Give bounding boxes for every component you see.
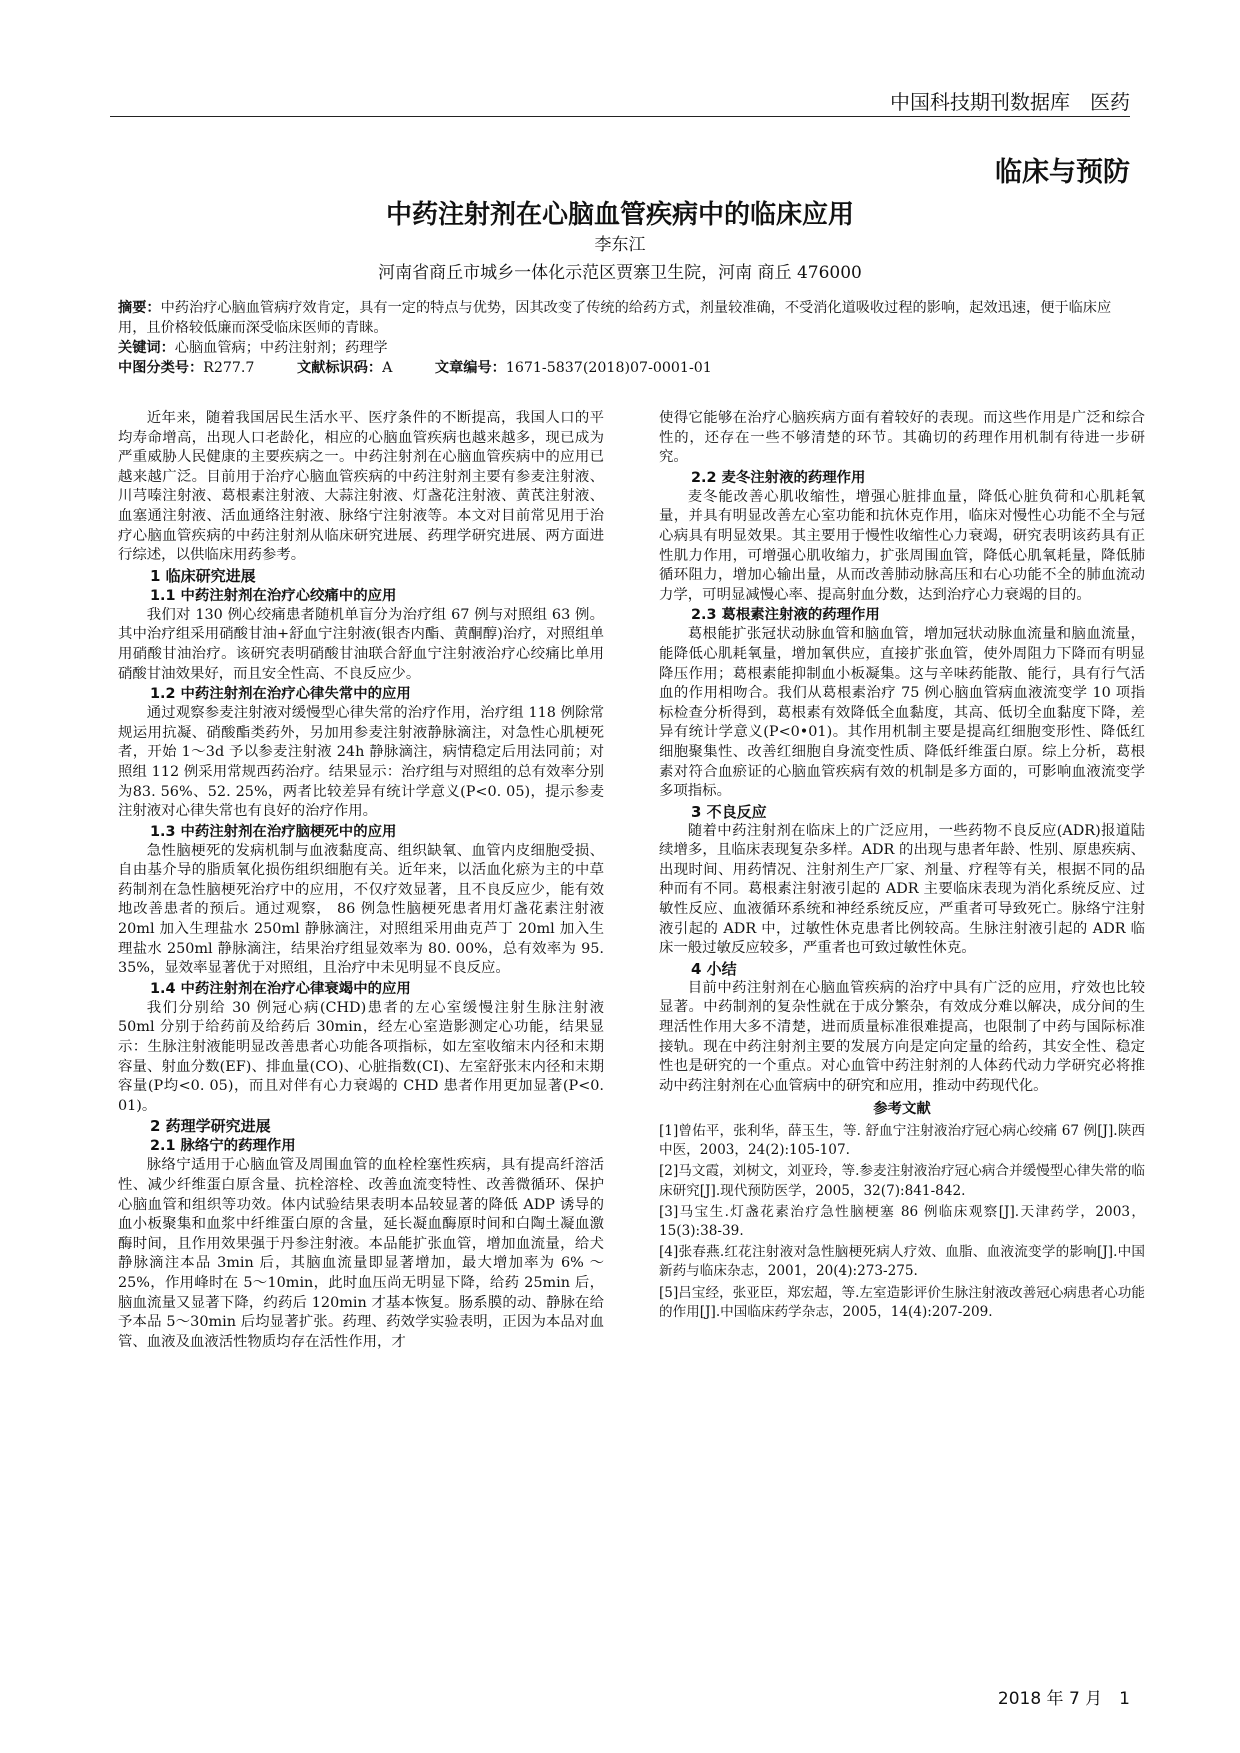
paragraph: 通过观察参麦注射液对缓慢型心律失常的治疗作用，治疗组 118 例除常规运用抗凝、硝酸酯类药外，另加用参麦注射液静脉滴注，对急性心肌梗死者，开始 1～3d 予以参麦注射液 24h 静脉滴注，病情稳定后用法同前；对照组 112 例采用常规西药治疗。结果显示：治疗组与对照组的总有效率分别为83. 56%、52. 25%，两者比较差异有统计学意义(P<0. 05)，提示参麦注射液对心律失常也有良好的治疗作用。 — [118, 705, 604, 820]
reference-item: [5]吕宝经，张亚臣，郑宏超，等.左室造影评价生脉注射液改善冠心病患者心功能的作用[J].中国临床药学杂志，2005，14(4):207-209. — [659, 1284, 1145, 1320]
abstract — [118, 298, 1122, 338]
section-heading: 1.1 中药注射剂在治疗心绞痛中的应用 — [150, 587, 397, 604]
doc-code-label: 文献标识码： — [296, 360, 383, 376]
keywords-text: 心脑血管病；中药注射剂；药理学 — [174, 340, 388, 356]
abstract-text: 中药治疗心脑血管病疗效肯定，具有一定的特点与优势，因其改变了传统的给药方式，剂量较准确，不受消化道吸收过程的影响，起效迅速，便于临床应用，且价格较低廉而深受临床医师的青睐。 — [118, 300, 1112, 336]
journal-header — [110, 86, 1130, 117]
section-heading: 2 药理学研究进展 — [150, 1117, 271, 1136]
references-list — [659, 1122, 1145, 1322]
references-title: 参考文献 — [873, 1101, 931, 1118]
section-heading: 2.1 脉络宁的药理作用 — [150, 1138, 296, 1155]
section-heading: 4 小结 — [691, 959, 737, 978]
keywords — [118, 338, 1122, 358]
paragraph: 葛根能扩张冠状动脉血管和脑血管，增加冠状动脉血流量和脑血流量，能降低心肌耗氧量，增加氧供应，直接扩张血管，使外周阻力下降而有明显降压作用；葛根素能抑制血小板凝集。这与辛味药能散、能行，具有行气活血的作用相吻合。我们从葛根素治疗 75 例心脑血管病血液流变学 10 项指标检查分析得到，葛根素有效降低全血黏度，其高、低切全血黏度下降，差异有统计学意义(P<0•01)。其作用机制主要是提高红细胞变形性、降低红细胞聚集性、改善红细胞自身流变性质、降低纤维蛋白原。综上分析，葛根素对符合血瘀证的心脑血管疾病有效的机制是多方面的，可影响血液流变学多项指标。 — [659, 626, 1145, 800]
reference-item: [3]马宝生.灯盏花素治疗急性脑梗塞 86 例临床观察[J].天津药学，2003，15(3):38-39. — [659, 1203, 1145, 1240]
paragraph: 脉络宁适用于心脑血管及周围血管的血栓栓塞性疾病，具有提高纤溶活性、减少纤维蛋白原含量、抗栓溶栓、改善血流变特性、改善微循环、保护心脑血管和组织等功效。体内试验结果表明本品较显著的降低 ADP 诱导的血小板聚集和血浆中纤维蛋白原的含量，延长凝血酶原时间和白陶土凝血激酶时间，且作用效果强于丹参注射液。本品能扩张血管，增加血流量，给犬静脉滴注本品 3min 后，其脑血流量即显著增加，最大增加率为 6% ～25%，作用峰时在 5～10min，此时血压尚无明显下降，给药 25min 后，脑血流量又显著下降，约药后 120min 才基本恢复。肠系膜的动、静脉在给予本品 5～30min 后均显著扩张。药理、药效学实验表明，正因为本品对血管、血液及血液活性物质均存在活性作用，才 — [118, 1157, 604, 1350]
reference-item: [2]马文霞，刘树文，刘亚玲，等.参麦注射液治疗冠心病合并缓慢型心律失常的临床研究[J].现代预防医学，2005，32(7):841-842. — [659, 1163, 1145, 1199]
journal-header-text: 中国科技期刊数据库 医药 — [890, 90, 1130, 114]
paragraph: 目前中药注射剂在心脑血管疾病的治疗中具有广泛的应用，疗效也比较显著。中药制剂的复杂性就在于成分繁杂，有效成分难以解决，成分间的生理活性作用大多不清楚，进而质量标准很难提高，也限制了中药与国际标准接轨。现在中药注射剂主要的发展方向是定向定量的给药，其安全性、稳定性也是研究的一个重点。对心血管中药注射剂的人体药代动力学研究必将推动中药注射剂在心血管病中的研究和应用，推动中药现代化。 — [659, 979, 1145, 1094]
section-heading: 3 不良反应 — [691, 802, 767, 821]
keywords-label: 关键词： — [118, 340, 175, 356]
paragraph: 使得它能够在治疗心脑疾病方面有着较好的表现。而这些作用是广泛和综合性的，还存在一些不够清楚的环节。其确切的药理作用机制有待进一步研究。 — [659, 410, 1145, 466]
section-label: 临床与预防 — [995, 157, 1130, 188]
affiliation: 河南省商丘市城乡一体化示范区贾寨卫生院，河南 商丘 476000 — [378, 263, 862, 283]
clc-label: 中图分类号： — [118, 360, 204, 376]
article-id-value: 1671-5837(2018)07-0001-01 — [505, 360, 712, 376]
section-heading: 1.4 中药注射剂在治疗心律衰竭中的应用 — [150, 980, 411, 997]
reference-item: [1]曾佑平，张利华，薛玉生，等. 舒血宁注射液治疗冠心病心绞痛 67 例[J].陕西中医，2003，24(2):105-107. — [659, 1123, 1145, 1159]
paragraph: 近年来，随着我国居民生活水平、医疗条件的不断提高，我国人口的平均寿命增高，出现人口老龄化，相应的心脑血管疾病也越来越多，现已成为严重威胁人民健康的主要疾病之一。中药注射剂在心脑血管疾病中的应用已越来越广泛。目前用于治疗心脑血管疾病的中药注射剂主要有参麦注射液、川芎嗪注射液、葛根素注射液、大蒜注射液、灯盏花注射液、黄芪注射液、血塞通注射液、活血通络注射液、脉络宁注射液等。本文对目前常见用于治疗心脑血管疾病的中药注射剂从临床研究进展、药理学研究进展、两方面进行综述，以供临床用药参考。 — [118, 410, 604, 564]
section-heading: 1.2 中药注射剂在治疗心律失常中的应用 — [150, 686, 411, 703]
right-column-body — [659, 409, 1145, 1096]
left-column — [118, 409, 604, 1352]
paper-meta — [118, 298, 1122, 378]
classification-line — [118, 358, 1122, 378]
paragraph: 麦冬能改善心肌收缩性，增强心脏排血量，降低心脏负荷和心肌耗氧量，并具有明显改善左心室功能和抗休克作用，临床对慢性心功能不全与冠心病具有明显效果。其主要用于慢性收缩性心力衰竭，研究表明该药具有正性肌力作用，可增强心肌收缩力，扩张周围血管，降低心肌氧耗量，降低肺循环阻力，增加心输出量，从而改善肺动脉高压和右心功能不全的肺血流动力学，可明显减慢心率、提高射血分数，达到治疗心力衰竭的目的。 — [659, 488, 1145, 603]
paragraph: 我们分别给 30 例冠心病(CHD)患者的左心室缓慢注射生脉注射液 50ml 分别于给药前及给药后 30min，经左心室造影测定心功能，结果显示：生脉注射液能明显改善患者心功能各项指标，如左室收缩末内径和末期容量、射血分数(EF)、排血量(CO)、心脏指数(CI)、左室舒张末内径和末期容量(P均<0. 05)，而且对伴有心力衰竭的 CHD 患者作用更加显著(P<0. 01)。 — [118, 999, 604, 1114]
reference-item: [4]张春燕.红花注射液对急性脑梗死病人疗效、血脂、血液流变学的影响[J].中国新药与临床杂志，2001，20(4):273-275. — [659, 1244, 1145, 1280]
article-id-label: 文章编号： — [434, 360, 506, 376]
abstract-label: 摘要： — [118, 300, 161, 316]
paragraph: 我们对 130 例心绞痛患者随机单盲分为治疗组 67 例与对照组 63 例。其中治疗组采用硝酸甘油+舒血宁注射液(银杏内酯、黄酮醇)治疗，对照组单用硝酸甘油治疗。该研究表明硝酸甘油联合舒血宁注射液治疗心绞痛比单用硝酸甘油效果好，而且安全性高、不良反应少。 — [118, 606, 604, 682]
paper-title: 中药注射剂在心脑血管疾病中的临床应用 — [385, 200, 854, 230]
section-heading: 2.3 葛根素注射液的药理作用 — [691, 607, 880, 624]
page-footer: 2018 年 7 月 1 — [997, 1689, 1130, 1709]
paragraph: 随着中药注射剂在临床上的广泛应用，一些药物不良反应(ADR)报道陆续增多，且临床表现复杂多样。ADR 的出现与患者年龄、性别、原患疾病、出现时间、用药情况、注射剂生产厂家、剂量、疗程等有关，根据不同的品种而有不同。葛根素注射液引起的 ADR 主要临床表现为消化系统反应、过敏性反应、血液循环系统和神经系统反应，严重者可导致死亡。脉络宁注射液引起的 ADR 中，过敏性休克患者比例较高。生脉注射液引起的 ADR 临床一般过敏反应较多，严重者也可致过敏性休克。 — [659, 822, 1145, 957]
right-column — [659, 409, 1145, 1324]
paragraph: 急性脑梗死的发病机制与血液黏度高、组织缺氧、血管内皮细胞受损、自由基介导的脂质氧化损伤组织细胞有关。近年来，以活血化瘀为主的中草药制剂在急性脑梗死治疗中的应用，不仅疗效显著，且不良反应少，能有效地改善患者的预后。通过观察， 86 例急性脑梗死患者用灯盏花素注射液 20ml 加入生理盐水 250ml 静脉滴注，对照组采用曲克芦丁 20ml 加入生理盐水 250ml 静脉滴注，结果治疗组显效率为 80. 00%，总有效率为 95. 35%，显效率显著优于对照组，且治疗中未见明显不良反应。 — [118, 842, 604, 977]
section-heading: 1 临床研究进展 — [150, 566, 256, 585]
author: 李东江 — [594, 235, 646, 255]
clc-value: R277.7 — [203, 360, 255, 376]
section-heading: 2.2 麦冬注射液的药理作用 — [691, 469, 866, 486]
doc-code-value: A — [382, 360, 393, 376]
section-heading: 1.3 中药注射剂在治疗脑梗死中的应用 — [150, 823, 397, 840]
